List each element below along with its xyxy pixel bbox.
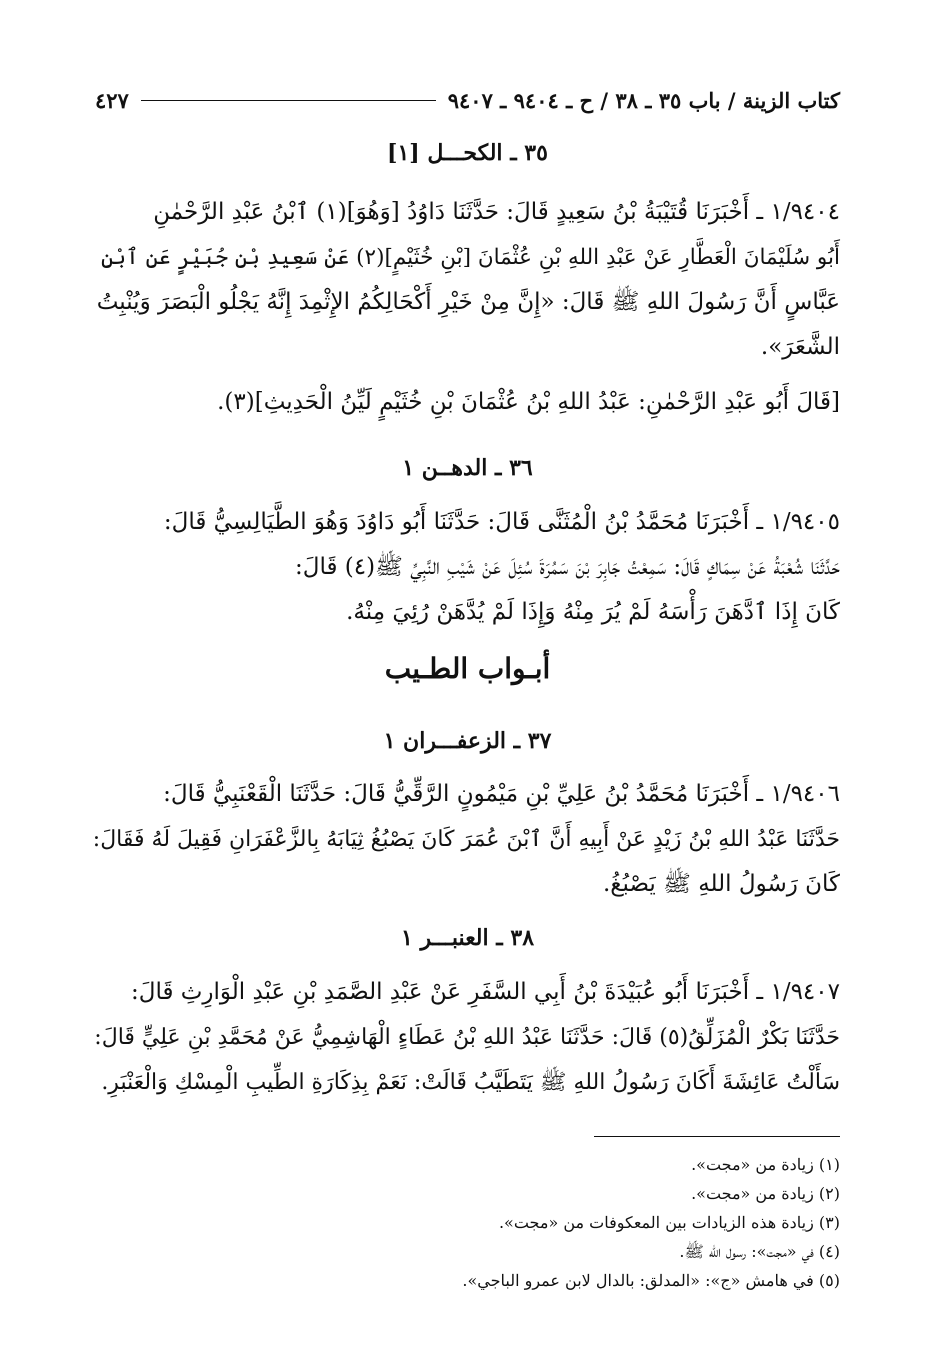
- hadith-line: كَانَ رَسُولُ اللهِ ﷺ يَصْبُغُ.: [602, 871, 840, 897]
- hadith-9407: [93, 970, 840, 1105]
- hadith-line: ١/٩٤٠٥ ـ أَخْبَرَنَا مُحَمَّدُ بْنُ الْمُثَنَّى قَالَ: حَدَّثَنَا أَبُو دَاوُدَ وَهُوَ الطَّيَالِسِيُّ قَالَ:: [163, 509, 840, 535]
- chapter-heading-35: ٣٥ ـ الكحـــل [١]: [387, 140, 548, 166]
- section-title: أبـواب الطـيب: [384, 652, 551, 685]
- footnote-1: (١) زيادة من «مجت».: [691, 1155, 840, 1174]
- hadith-9406: [93, 772, 840, 907]
- running-head: [95, 80, 840, 120]
- editor-note: [93, 380, 840, 425]
- hadith-9405: [93, 500, 840, 635]
- running-head-title: كتاب الزينة / باب ٣٥ ـ ٣٨ / ح ـ ٩٤٠٤ ـ ٩٤٠٧: [447, 87, 840, 113]
- chapter-heading-38: ٣٨ ـ العنبـــر ١: [400, 925, 535, 951]
- hadith-9404: [93, 190, 840, 370]
- footnote-5: (٥) في هامش «ج»: «المدلق: بالدال لابن عمرو الباجي».: [462, 1271, 840, 1290]
- footnote-separator: [594, 1136, 840, 1137]
- hadith-line: الشَّعَرَ».: [760, 334, 840, 360]
- footnote-3: (٣) زيادة هذه الزيادات بين المعكوفات من «مجت».: [498, 1213, 840, 1232]
- hadith-line: سَأَلْتُ عَائِشَةَ أَكَانَ رَسُولُ اللهِ ﷺ يَتَطَيَّبُ قَالَتْ: نَعَمْ بِذِكَارَةِ الطِّيبِ الْمِسْكِ وَالْعَنْبَرِ.: [101, 1070, 840, 1095]
- hadith-line: أَبُو سُلَيْمَانَ الْعَطَّارِ عَنْ عَبْدِ اللهِ بْنِ عُثْمَانَ [بْنِ خُثَيْمٍ](٢) عَنْ سَعِيدِ بْنِ جُبَيْرٍ عَنِ ٱبْنِ: [100, 245, 840, 270]
- hadith-line: ١/٩٤٠٤ ـ أَخْبَرَنَا قُتَيْبَةُ بْنُ سَعِيدٍ قَالَ: حَدَّثَنَا دَاوُدُ [وَهُوَ](١) ٱبْنُ عَبْدِ الرَّحْمٰنِ: [153, 199, 840, 225]
- chapter-heading-37: ٣٧ ـ الزعفـــران ١: [383, 728, 552, 754]
- running-head-rule: [141, 100, 436, 101]
- hadith-line: ١/٩٤٠٧ ـ أَخْبَرَنَا أَبُو عُبَيْدَةَ بْنُ أَبِي السَّفَرِ عَنْ عَبْدِ الصَّمَدِ بْنِ عَبْدِ الْوَارِثِ قَالَ:: [130, 979, 840, 1005]
- hadith-line: حَدَّثَنَا بَكْرٌ الْمُزَلِّقُ(٥) قَالَ: حَدَّثَنَا عَبْدُ اللهِ بْنُ عَطَاءٍ الْهَاشِمِيُّ عَنْ مُحَمَّدِ بْنِ عَلِيٍّ قَالَ:: [94, 1025, 840, 1050]
- footnote-2: (٢) زيادة من «مجت».: [691, 1184, 840, 1203]
- hadith-line: كَانَ إِذَا ٱدَّهَنَ رَأْسَهُ لَمْ يُرَ مِنْهُ وَإِذَا لَمْ يُدَّهَنْ رُئِيَ مِنْهُ.: [346, 599, 840, 625]
- footnote-4: (٤) في «مجت»: رسول الله ﷺ.: [679, 1242, 840, 1261]
- hadith-line: حَدَّثَنَا شُعْبَةُ عَنْ سِمَاكٍ قَالَ: سَمِعْتُ جَابِرَ بْنَ سَمُرَةَ سُئِلَ عَنْ شَيْبِ النَّبِيِّ ﷺ(٤) قَالَ:: [295, 554, 840, 580]
- footnotes: [95, 1150, 840, 1295]
- chapter-heading-36: ٣٦ ـ الدهــن ١: [402, 455, 533, 481]
- page-number: ٤٢٧: [95, 87, 129, 113]
- note-line: [قَالَ أَبُو عَبْدِ الرَّحْمٰنِ: عَبْدُ اللهِ بْنُ عُثْمَانَ بْنِ خُثَيْمٍ لَيِّنُ الْحَدِيثِ](٣).: [217, 389, 840, 415]
- hadith-line: حَدَّثَنَا عَبْدُ اللهِ بْنُ زَيْدٍ عَنْ أَبِيهِ أَنَّ ٱبْنَ عُمَرَ كَانَ يَصْبُغُ ثِيَابَهُ بِالزَّعْفَرَانِ فَقِيلَ لَهُ فَقَالَ:: [92, 827, 840, 852]
- hadith-line: عَبَّاسٍ أَنَّ رَسُولَ اللهِ ﷺ قَالَ: «إِنَّ مِنْ خَيْرِ أَكْحَالِكُمُ الإِثْمِدَ إِنَّهُ يَجْلُو الْبَصَرَ وَيُنْبِتُ: [96, 289, 840, 315]
- hadith-line: ١/٩٤٠٦ ـ أَخْبَرَنَا مُحَمَّدُ بْنُ عَلِيِّ بْنِ مَيْمُونٍ الرَّقِّيُّ قَالَ: حَدَّثَنَا الْقَعْنَبِيُّ قَالَ:: [163, 781, 840, 807]
